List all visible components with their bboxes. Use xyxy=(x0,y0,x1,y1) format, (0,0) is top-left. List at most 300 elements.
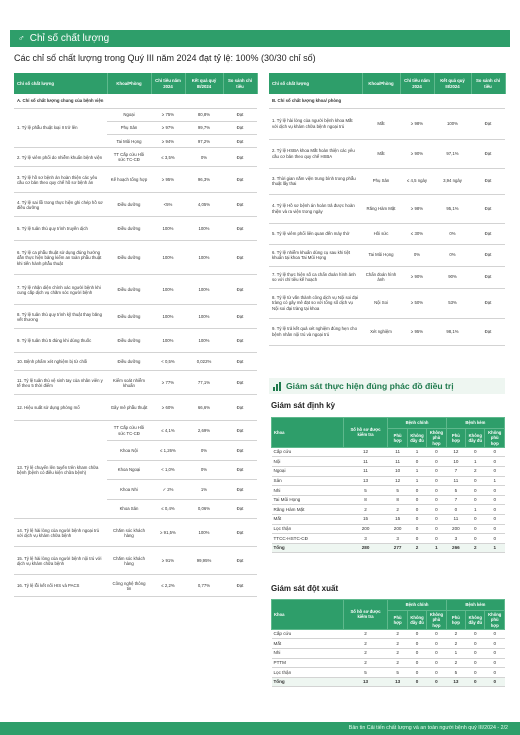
count: 0 xyxy=(407,505,426,515)
count: 0 xyxy=(485,524,505,534)
treatment-title: Giám sát thực hiện đúng phác đồ điều trị xyxy=(286,381,454,391)
count: 2 xyxy=(388,648,407,658)
result: 0% xyxy=(185,441,223,461)
target: 100% xyxy=(151,329,185,353)
indicator-name: 4. Tỷ lệ sai lỗi trong thực hiện ghi chép hồ sơ điều dưỡng xyxy=(14,193,107,217)
compare: Đạt xyxy=(471,266,505,288)
count: 0 xyxy=(466,668,485,678)
count: 200 xyxy=(343,524,388,534)
indicator-name: 3. Tỷ lệ hồ sơ bệnh án hoàn thiện các yêu cầu cơ bản theo quy chế hồ sơ bệnh án xyxy=(14,167,107,193)
count: 2 xyxy=(446,639,465,649)
count: 12 xyxy=(446,447,465,457)
result: 0,06% xyxy=(185,499,223,519)
table-row xyxy=(269,194,505,223)
count: 0 xyxy=(427,534,446,544)
table-row xyxy=(14,108,257,121)
department: Điều dưỡng xyxy=(107,329,151,353)
count: 5 xyxy=(446,486,465,496)
result: 0% xyxy=(185,148,223,167)
sudden-title: Giám sát đột xuất xyxy=(271,584,339,593)
count: 0 xyxy=(485,486,505,496)
count: 3 xyxy=(388,534,407,544)
column-header: Khoa xyxy=(272,418,344,448)
table-row xyxy=(269,244,505,266)
count: 0 xyxy=(485,447,505,457)
dept: Tai Mũi Họng xyxy=(362,244,400,266)
section-row xyxy=(269,94,505,108)
table-row xyxy=(269,266,505,288)
count: 2 xyxy=(388,629,407,639)
count: 2 xyxy=(343,629,388,639)
result: 100% xyxy=(185,329,223,353)
count: 0 xyxy=(466,447,485,457)
count: 0 xyxy=(407,677,426,687)
indicator-name: 8. Tỷ lệ từ vấn thành công dịch vụ Nội soi đại tràng có gây mê đạt so với tổng số dịch vụ Nội soi đại tràng tại khoa xyxy=(269,288,362,318)
department: Khoa Sản xyxy=(107,499,151,519)
dept: Mắt xyxy=(362,139,400,168)
table-row xyxy=(14,353,257,371)
count: 10 xyxy=(446,457,465,467)
count: 13 xyxy=(343,476,388,486)
column-header: Kết quả quý III/2024 xyxy=(434,73,471,94)
department: Công nghệ thông tin xyxy=(107,575,151,597)
compare: Đạt xyxy=(471,288,505,318)
table-row xyxy=(272,514,505,524)
department: Phụ Sản xyxy=(107,121,151,134)
count: 0 xyxy=(485,648,505,658)
count: 5 xyxy=(388,668,407,678)
target: ≤ 0,4% xyxy=(151,499,185,519)
count: 2 xyxy=(343,639,388,649)
count: 0 xyxy=(485,514,505,524)
target: 100% xyxy=(151,275,185,305)
count: 0 xyxy=(427,457,446,467)
column-header: Không phù hợp xyxy=(427,611,446,630)
result: 2,69% xyxy=(185,421,223,441)
count: 0 xyxy=(427,466,446,476)
department: Sản xyxy=(272,476,344,486)
column-header: Không phù hợp xyxy=(485,611,505,630)
department: Chăm sóc khách hàng xyxy=(107,519,151,547)
quality-table-general xyxy=(14,73,258,597)
count: 0 xyxy=(427,447,446,457)
column-header: Số hồ sơ được kiểm tra xyxy=(343,600,388,630)
table-row xyxy=(14,547,257,575)
count: 13 xyxy=(388,677,407,687)
result: 80,8% xyxy=(185,108,223,121)
comparison: Đạt xyxy=(223,421,257,441)
footer: Bản tin Cải tiến chất lượng và an toàn người bệnh quý III/2024 - 2/2 xyxy=(0,722,520,735)
department: Lọc thận xyxy=(272,524,344,534)
count: 0 xyxy=(466,495,485,505)
indicator-name: 5. Tỷ lệ tuân thủ quy trình truyền dịch xyxy=(14,217,107,241)
header-row xyxy=(272,418,505,429)
count: 0 xyxy=(407,457,426,467)
table-row xyxy=(272,476,505,486)
target: < 1,0% xyxy=(151,460,185,480)
indicator-name: 2. Tỷ lệ HSBA khoa Mắt hoàn thiện các yêu cầu cơ bản theo quy chế HSBA xyxy=(269,139,362,168)
target: ≤ 30% xyxy=(400,223,434,244)
department: Nhi xyxy=(272,648,344,658)
result: 3,94 ngày xyxy=(434,168,471,194)
dept: Chẩn đoán hình ảnh xyxy=(362,266,400,288)
department: TT Cấp cứu Hồi sức TC-CĐ xyxy=(107,148,151,167)
count: 11 xyxy=(446,514,465,524)
result: 0,022% xyxy=(185,353,223,371)
department: Mắt xyxy=(272,639,344,649)
count: 2 xyxy=(388,658,407,668)
count: 0 xyxy=(427,505,446,515)
column-header: Không đầy đủ xyxy=(466,429,485,448)
count: 2 xyxy=(466,543,485,553)
count: 0 xyxy=(485,629,505,639)
count: 0 xyxy=(407,629,426,639)
column-header: Bệnh kèm xyxy=(446,418,504,429)
department: TT Cấp cứu Hồi sức TC-CĐ xyxy=(107,421,151,441)
target: ≥ 97% xyxy=(151,121,185,134)
table-row xyxy=(272,677,505,687)
table-row xyxy=(14,421,257,441)
section-header-bar xyxy=(10,30,510,47)
table-row xyxy=(14,148,257,167)
result: 95,1% xyxy=(434,194,471,223)
department: Cấp cứu xyxy=(272,447,344,457)
count: 200 xyxy=(446,524,465,534)
table-row xyxy=(272,648,505,658)
result: 99,7% xyxy=(185,121,223,134)
count: 280 xyxy=(343,543,388,553)
result: 0,77% xyxy=(185,575,223,597)
result: 96,3% xyxy=(185,167,223,193)
department: Tai Mũi Họng xyxy=(107,135,151,148)
count: 13 xyxy=(446,677,465,687)
result: 0% xyxy=(185,460,223,480)
target: ≥ 98% xyxy=(400,194,434,223)
comparison: Đạt xyxy=(223,148,257,167)
target: ≥ 95% xyxy=(400,318,434,345)
indicator-name: 2. Tỷ lệ viêm phổi do nhiễm khuẩn bệnh viện xyxy=(14,148,107,167)
table-row xyxy=(272,524,505,534)
indicator-name: 8. Tỷ lệ tuân thủ quy trình kỹ thuật thay băng vết thương xyxy=(14,305,107,329)
comparison: Đạt xyxy=(223,275,257,305)
comparison: Đạt xyxy=(223,108,257,121)
dept: Răng Hàm Mặt xyxy=(362,194,400,223)
count: 0 xyxy=(407,658,426,668)
count: 0 xyxy=(407,486,426,496)
count: 0 xyxy=(485,639,505,649)
comparison: Đạt xyxy=(223,167,257,193)
count: 0 xyxy=(407,495,426,505)
count: 5 xyxy=(343,668,388,678)
indicator-name: 5. Tỷ lệ viêm phổi liên quan đến máy thở xyxy=(269,223,362,244)
indicator-name: 15. Tỷ lệ hài lòng của người bệnh nội trú với dịch vụ khám chữa bệnh xyxy=(14,547,107,575)
column-header: Không đầy đủ xyxy=(407,611,426,630)
comparison: Đạt xyxy=(223,371,257,395)
count: 1 xyxy=(407,476,426,486)
comparison: Đạt xyxy=(223,395,257,421)
count: 1 xyxy=(485,476,505,486)
target: ≥ 91,5% xyxy=(151,519,185,547)
column-header: Chỉ số chất lượng xyxy=(269,73,362,94)
department: Gây mê phẫu thuật xyxy=(107,395,151,421)
result: 97,2% xyxy=(185,135,223,148)
count: 0 xyxy=(407,639,426,649)
count: 0 xyxy=(485,534,505,544)
count: 10 xyxy=(388,466,407,476)
department: Cấp cứu xyxy=(272,629,344,639)
count: 0 xyxy=(485,457,505,467)
column-header: Phù hợp xyxy=(446,611,465,630)
column-header: Bệnh kèm xyxy=(446,600,504,611)
department: Khoa Nội xyxy=(107,441,151,461)
indicator-name: 9. Tỷ lệ trả kết quả xét nghiệm đúng hẹn cho bệnh nhân nội trú và ngoại trú xyxy=(269,318,362,345)
compare: Đạt xyxy=(471,318,505,345)
result: 100% xyxy=(185,519,223,547)
column-header: Phù hợp xyxy=(446,429,465,448)
column-header: Không phù hợp xyxy=(427,429,446,448)
target: ≥ 75% xyxy=(151,108,185,121)
count: 0 xyxy=(427,524,446,534)
periodic-title: Giám sát định kỳ xyxy=(271,401,336,410)
department: Nội xyxy=(272,457,344,467)
department: Răng Hàm Mặt xyxy=(272,505,344,515)
target: 100% xyxy=(151,305,185,329)
table-row xyxy=(269,168,505,194)
count: 5 xyxy=(343,486,388,496)
column-header: So sánh chỉ tiêu xyxy=(471,73,505,94)
department: Tai Mũi Họng xyxy=(272,495,344,505)
department: Điều dưỡng xyxy=(107,217,151,241)
table-row xyxy=(269,318,505,345)
count: 2 xyxy=(343,505,388,515)
table-row xyxy=(14,371,257,395)
compare: Đạt xyxy=(471,139,505,168)
count: 2 xyxy=(343,648,388,658)
department: Điều dưỡng xyxy=(107,241,151,275)
result: 1% xyxy=(185,480,223,500)
dept: Hồi sức xyxy=(362,223,400,244)
table-row xyxy=(14,305,257,329)
table-row xyxy=(272,466,505,476)
target: ≤ 1,26% xyxy=(151,441,185,461)
compare: Đạt xyxy=(471,168,505,194)
table-row xyxy=(272,505,505,515)
periodic-audit-table xyxy=(271,417,505,553)
count: 5 xyxy=(446,668,465,678)
target: ≥ 94% xyxy=(151,135,185,148)
indicator-name: 1. Tỷ lệ hài lòng của người bệnh khoa Mắt với dịch vụ khám chữa bệnh ngoại trú xyxy=(269,108,362,139)
result: 100% xyxy=(185,217,223,241)
target: ≥ 90% xyxy=(400,266,434,288)
count: 0 xyxy=(466,648,485,658)
table-row xyxy=(272,457,505,467)
indicator-name: 11. Tỷ lệ tuân thủ vệ sinh tay của nhân viên y tế theo 5 thời điểm xyxy=(14,371,107,395)
count: 1 xyxy=(466,505,485,515)
department: Mắt xyxy=(272,514,344,524)
count: 7 xyxy=(446,466,465,476)
count: 11 xyxy=(446,476,465,486)
section-label: B. Chỉ số chất lượng khoa/ phòng xyxy=(269,94,505,108)
count: 13 xyxy=(343,677,388,687)
compare: Đạt xyxy=(471,244,505,266)
table-row xyxy=(14,217,257,241)
count: 0 xyxy=(466,629,485,639)
column-header: Kết quả quý III/2024 xyxy=(185,73,223,94)
result: 0% xyxy=(434,244,471,266)
count: 0 xyxy=(427,668,446,678)
target: 100% xyxy=(151,217,185,241)
count: 7 xyxy=(446,495,465,505)
department: Kiểm soát nhiễm khuẩn xyxy=(107,371,151,395)
count: 3 xyxy=(343,534,388,544)
count: 0 xyxy=(407,534,426,544)
comparison: Đạt xyxy=(223,480,257,500)
count: 0 xyxy=(466,677,485,687)
table-row xyxy=(14,519,257,547)
department: Nhi xyxy=(272,486,344,496)
table-row xyxy=(269,223,505,244)
compare: Đạt xyxy=(471,194,505,223)
column-header: Khoa/Phòng xyxy=(107,73,151,94)
table-row xyxy=(272,447,505,457)
count: 1 xyxy=(407,447,426,457)
count: 0 xyxy=(407,524,426,534)
target: 0% xyxy=(400,244,434,266)
department: Khoa Ngoại xyxy=(107,460,151,480)
target: ≥ 90% xyxy=(400,139,434,168)
count: 0 xyxy=(485,505,505,515)
department: Điều dưỡng xyxy=(107,193,151,217)
comparison: Đạt xyxy=(223,217,257,241)
count: 200 xyxy=(388,524,407,534)
count: 0 xyxy=(427,495,446,505)
table-row xyxy=(272,486,505,496)
result: 99,95% xyxy=(185,547,223,575)
comparison: Đạt xyxy=(223,460,257,480)
count: 0 xyxy=(485,668,505,678)
count: 0 xyxy=(485,677,505,687)
department: Ngoại xyxy=(272,466,344,476)
quality-summary: Các chỉ số chất lượng trong Quý III năm 2024 đạt tỷ lệ: 100% (30/30 chỉ số) xyxy=(14,53,316,63)
count: 11 xyxy=(343,457,388,467)
table-row xyxy=(272,658,505,668)
count: 5 xyxy=(388,486,407,496)
indicator-name: 12. Hiệu suất sử dụng phòng mổ xyxy=(14,395,107,421)
comparison: Đạt xyxy=(223,519,257,547)
table-row xyxy=(272,534,505,544)
department: Tổng xyxy=(272,677,344,687)
indicator-name: 1. Tỷ lệ phẫu thuật loại II trở lên xyxy=(14,108,107,148)
column-header: Chỉ tiêu năm 2024 xyxy=(151,73,185,94)
table-row xyxy=(272,668,505,678)
comparison: Đạt xyxy=(223,121,257,134)
count: 266 xyxy=(446,543,465,553)
target: 100% xyxy=(151,241,185,275)
column-header: Không đầy đủ xyxy=(466,611,485,630)
count: 0 xyxy=(427,658,446,668)
column-header: Khoa xyxy=(272,600,344,630)
target: ≤ 3,5% xyxy=(151,148,185,167)
count: 2 xyxy=(446,658,465,668)
target: ≥ 91% xyxy=(151,547,185,575)
count: 8 xyxy=(388,495,407,505)
result: 97,1% xyxy=(434,139,471,168)
department: Kế hoạch tổng hợp xyxy=(107,167,151,193)
count: 1 xyxy=(446,648,465,658)
comparison: Đạt xyxy=(223,499,257,519)
indicator-name: 6. Tỷ lệ nhiễm khuẩn dùng cụ sau khi tiệt khuẩn tại khoa Tai Mũi Họng xyxy=(269,244,362,266)
section-title: Chỉ số chất lượng xyxy=(29,33,110,44)
count: 0 xyxy=(427,648,446,658)
indicator-name: 13. Tỷ lệ chuyển lên tuyến trên kham chữa bệnh (bệnh có điều kiện chữa bệnh) xyxy=(14,421,107,519)
compare: Đạt xyxy=(471,223,505,244)
column-header: Phù hợp xyxy=(388,429,407,448)
count: 1 xyxy=(407,466,426,476)
count: 0 xyxy=(427,486,446,496)
result: 90% xyxy=(434,266,471,288)
target: ≥ 50% xyxy=(400,288,434,318)
indicator-name: 9. Tỷ lệ tuân thủ 5 đúng khi dùng thuốc xyxy=(14,329,107,353)
comparison: Đạt xyxy=(223,135,257,148)
count: 12 xyxy=(343,447,388,457)
count: 0 xyxy=(466,476,485,486)
dept: Nội Soi xyxy=(362,288,400,318)
count: 11 xyxy=(343,466,388,476)
target: < 0,5% xyxy=(151,353,185,371)
column-header: Không phù hợp xyxy=(485,429,505,448)
result: 100% xyxy=(185,241,223,275)
column-header: Không đầy đủ xyxy=(407,429,426,448)
result: 53% xyxy=(434,288,471,318)
count: 0 xyxy=(466,524,485,534)
quality-table-departments xyxy=(269,73,506,346)
table-row xyxy=(14,241,257,275)
indicator-name: 4. Tỷ lệ Hồ sơ bệnh án hoàn trả được hoàn thiện và ra viện trong ngày xyxy=(269,194,362,223)
table-row xyxy=(14,395,257,421)
comparison: Đạt xyxy=(223,305,257,329)
count: 1 xyxy=(485,543,505,553)
indicator-name: 16. Tỷ lệ lỗi kết nối HIS và PACS xyxy=(14,575,107,597)
count: 12 xyxy=(388,476,407,486)
count: 2 xyxy=(388,639,407,649)
count: 2 xyxy=(343,658,388,668)
result: 100% xyxy=(185,305,223,329)
count: 0 xyxy=(446,505,465,515)
indicator-name: 10. Bệnh phẩm xét nghiệm bị từ chối xyxy=(14,353,107,371)
count: 11 xyxy=(388,457,407,467)
count: 1 xyxy=(466,457,485,467)
target: ≥ 60% xyxy=(151,395,185,421)
column-header: Bệnh chính xyxy=(388,418,446,429)
department: Chăm sóc khách hàng xyxy=(107,547,151,575)
table-row xyxy=(14,193,257,217)
column-header: Chỉ số chất lượng xyxy=(14,73,107,94)
bar-chart-icon xyxy=(273,382,281,391)
table-header xyxy=(269,73,505,94)
target: ✓ 2% xyxy=(151,480,185,500)
result: 100% xyxy=(434,108,471,139)
dept: Mắt xyxy=(362,108,400,139)
indicator-name: 7. Tỷ lệ thực hiện số ca chẩn đoán hình ảnh so với chỉ tiêu kế hoạch xyxy=(269,266,362,288)
indicator-name: 6. Tỷ lệ ca phẫu thuật sử dụng đúng hướng dẫn thực hiện bảng kiểm an toàn phẫu thuật khi tiến hành phẫu thuật xyxy=(14,241,107,275)
count: 0 xyxy=(466,486,485,496)
table-row xyxy=(272,543,505,553)
column-header: Khoa/Phòng xyxy=(362,73,400,94)
count: 0 xyxy=(466,514,485,524)
count: 0 xyxy=(485,495,505,505)
count: 0 xyxy=(407,648,426,658)
target: ≥ 98% xyxy=(400,108,434,139)
